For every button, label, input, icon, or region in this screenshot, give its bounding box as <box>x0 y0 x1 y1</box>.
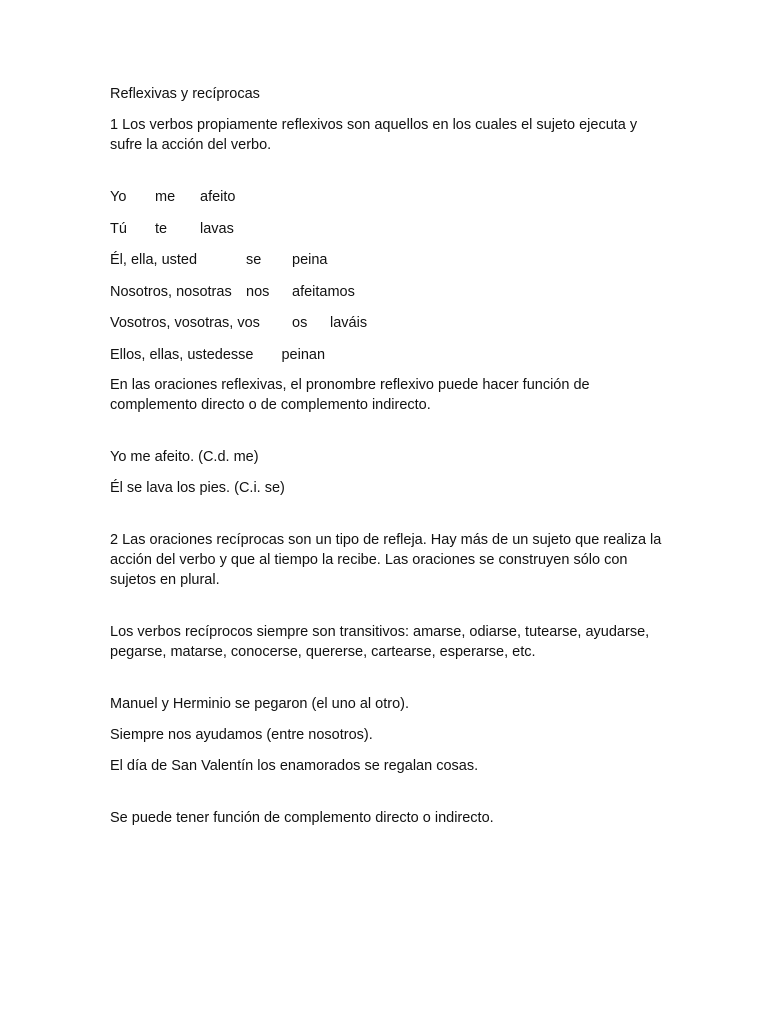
example-reciprocal: Manuel y Herminio se pegaron (el uno al otro). <box>110 696 410 712</box>
conjugation-pronoun: se <box>238 346 254 363</box>
conjugation-verb: afeitamos <box>292 283 355 300</box>
document-page <box>110 84 670 828</box>
intro-paragraph: 1 Los verbos propiamente reflexivos son aquellos en los cuales el sujeto ejecuta y sufre la acción del verbo. <box>110 117 642 153</box>
reflexive-function-paragraph: En las oraciones reflexivas, el pronombre reflexivo puede hacer función de complemento directo o de complemento indirecto. <box>110 377 594 413</box>
example-reflexive: Yo me afeito. (C.d. me) <box>110 449 259 465</box>
conjugation-pronoun: te <box>155 220 168 237</box>
conjugation-subject: Tú <box>110 220 127 237</box>
conjugation-verb: peina <box>292 252 328 268</box>
conjugation-subject: Nosotros, nosotras <box>110 283 232 300</box>
conjugation-row <box>110 219 670 239</box>
reciprocal-intro-paragraph: 2 Las oraciones recíprocas son un tipo de refleja. Hay más de un sujeto que realiza la acción del verbo y que al tiempo la recibe. Las oraciones se construyen sólo con sujetos en plural. <box>110 532 666 588</box>
conjugation-subject: Él, ella, usted <box>110 252 198 268</box>
conjugation-verb: afeito <box>200 189 236 205</box>
conjugation-table <box>110 187 670 365</box>
document-title: Reflexivas y recíprocas <box>110 86 260 102</box>
conjugation-verb: laváis <box>330 315 368 331</box>
conjugation-subject: Ellos, ellas, ustedes <box>110 346 239 363</box>
example-reciprocal: El día de San Valentín los enamorados se regalan cosas. <box>110 758 479 774</box>
conjugation-row <box>110 345 670 365</box>
conjugation-verb: lavas <box>200 220 234 237</box>
closing-paragraph: Se puede tener función de complemento directo o indirecto. <box>110 810 494 826</box>
reciprocal-verbs-paragraph: Los verbos recíprocos siempre son transitivos: amarse, odiarse, tutearse, ayudarse, pegarse, matarse, conocerse, quererse, cartearse, esperarse, etc. <box>110 624 654 660</box>
conjugation-subject: Yo <box>110 189 127 205</box>
conjugation-verb: peinan <box>281 346 326 363</box>
conjugation-pronoun: se <box>246 252 262 268</box>
example-reciprocal: Siempre nos ayudamos (entre nosotros). <box>110 727 373 743</box>
conjugation-row <box>110 313 670 333</box>
conjugation-row <box>110 187 670 207</box>
conjugation-pronoun: nos <box>246 283 270 300</box>
conjugation-subject: Vosotros, vosotras, vos <box>110 315 260 331</box>
conjugation-row <box>110 250 670 270</box>
conjugation-pronoun: os <box>292 315 308 331</box>
conjugation-row <box>110 282 670 302</box>
example-reflexive: Él se lava los pies. (C.i. se) <box>110 480 285 496</box>
conjugation-pronoun: me <box>155 189 176 205</box>
